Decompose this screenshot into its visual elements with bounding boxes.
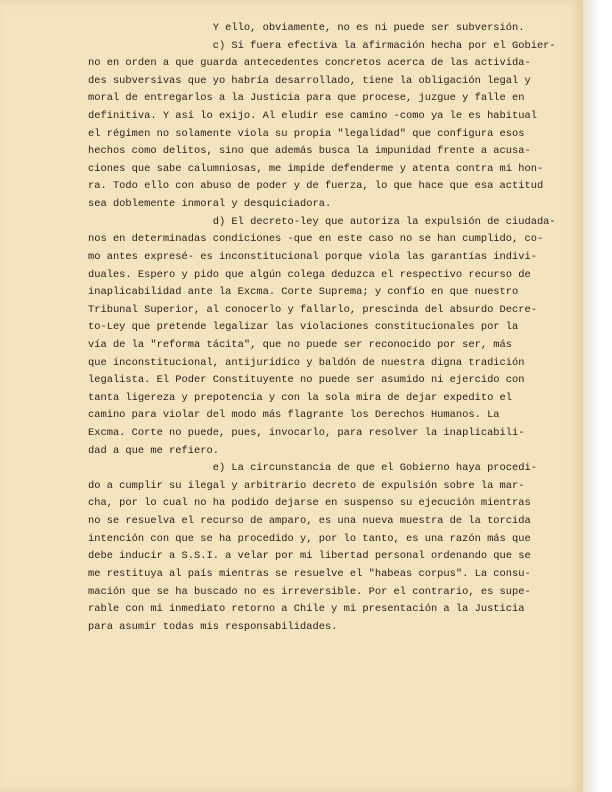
text-line: rable con mi inmediato retorno a Chile y mi presentación a la Justicia <box>88 603 525 616</box>
text-line: debe inducir a S.S.I. a velar por mi libertad personal ordenando que se <box>88 550 531 563</box>
text-line: moral de entregarlos a la Justicia para que procese, juzgue y falle en <box>88 92 525 105</box>
text-line: c) Si fuera efectiva la afirmación hecha por el Gobier- <box>88 39 556 52</box>
text-line: do a cumplir su ilegal y arbitrario decreto de expulsión sobre la mar- <box>88 479 525 492</box>
text-line: sea doblemente inmoral y desquiciadora. <box>88 198 332 211</box>
text-line: to-Ley que pretende legalizar las violaciones constitucionales por la <box>88 321 519 334</box>
document-body <box>88 20 556 636</box>
text-line: nos en determinadas condiciones -que en este caso no se han cumplido, co- <box>88 233 544 246</box>
text-line: para asumir todas mis responsabilidades. <box>88 620 338 633</box>
text-line: hechos como delitos, sino que además busca la impunidad frente a acusa- <box>88 145 531 158</box>
text-line: d) El decreto-ley que autoriza la expulsión de ciudada- <box>88 215 556 228</box>
text-line: des subversivas que yo habría desarrollado, tiene la obligación legal y <box>88 74 531 87</box>
text-line: Excma. Corte no puede, pues, invocarlo, para resolver la inaplicabili- <box>88 427 525 440</box>
text-line: e) La circunstancia de que el Gobierno haya procedi- <box>88 462 537 475</box>
text-line: intención con que se ha procedido y, por lo tanto, es una razón más que <box>88 532 531 545</box>
text-line: tanta ligereza y prepotencia y con la sola mira de dejar expedito el <box>88 391 513 404</box>
text-line: ra. Todo ello con abuso de poder y de fuerza, lo que hace que esa actitud <box>88 180 544 193</box>
text-line: Tribunal Superior, al conocerlo y fallarlo, prescinda del absurdo Decre- <box>88 303 537 316</box>
text-line: cha, por lo cual no ha podido dejarse en suspenso su ejecución mientras <box>88 497 531 510</box>
text-line: inaplicabilidad ante la Excma. Corte Suprema; y confío en que nuestro <box>88 286 519 299</box>
text-line: mo antes expresé- es inconstitucional porque viola las garantías indivi- <box>88 250 537 263</box>
text-line: mación que se ha buscado no es irreversible. Por el contrario, es supe- <box>88 585 531 598</box>
text-line: camino para violar del modo más flagrante los Derechos Humanos. La <box>88 409 500 422</box>
text-line: Y ello, obviamente, no es ni puede ser subversión. <box>88 22 525 34</box>
text-line: el régimen no solamente viola su propia "legalidad" que configura esos <box>88 127 525 140</box>
text-line: que inconstitucional, antijurídico y baldón de nuestra digna tradición <box>88 356 525 369</box>
text-line: no en orden a que guarda antecedentes concretos acerca de las activida- <box>88 57 531 70</box>
text-line: ciones que sabe calumniosas, me impide defenderme y atenta contra mi hon- <box>88 162 544 175</box>
text-line: me restituya al país mientras se resuelve el "habeas corpus". La consu- <box>88 567 531 580</box>
text-line: dad a que me refiero. <box>88 444 219 457</box>
text-line: vía de la "reforma tácita", que no puede ser reconocido por ser, más <box>88 338 513 351</box>
text-line: definitiva. Y así lo exijo. Al eludir ese camino -como ya le es habitual <box>88 110 537 123</box>
text-line: legalista. El Poder Constituyente no puede ser asumido ni ejercido con <box>88 374 525 387</box>
scan-margin <box>583 0 612 792</box>
text-line: duales. Espero y pido que algún colega deduzca el respectivo recurso de <box>88 268 531 281</box>
text-line: no se resuelva el recurso de amparo, es una nueva muestra de la torcida <box>88 515 531 528</box>
